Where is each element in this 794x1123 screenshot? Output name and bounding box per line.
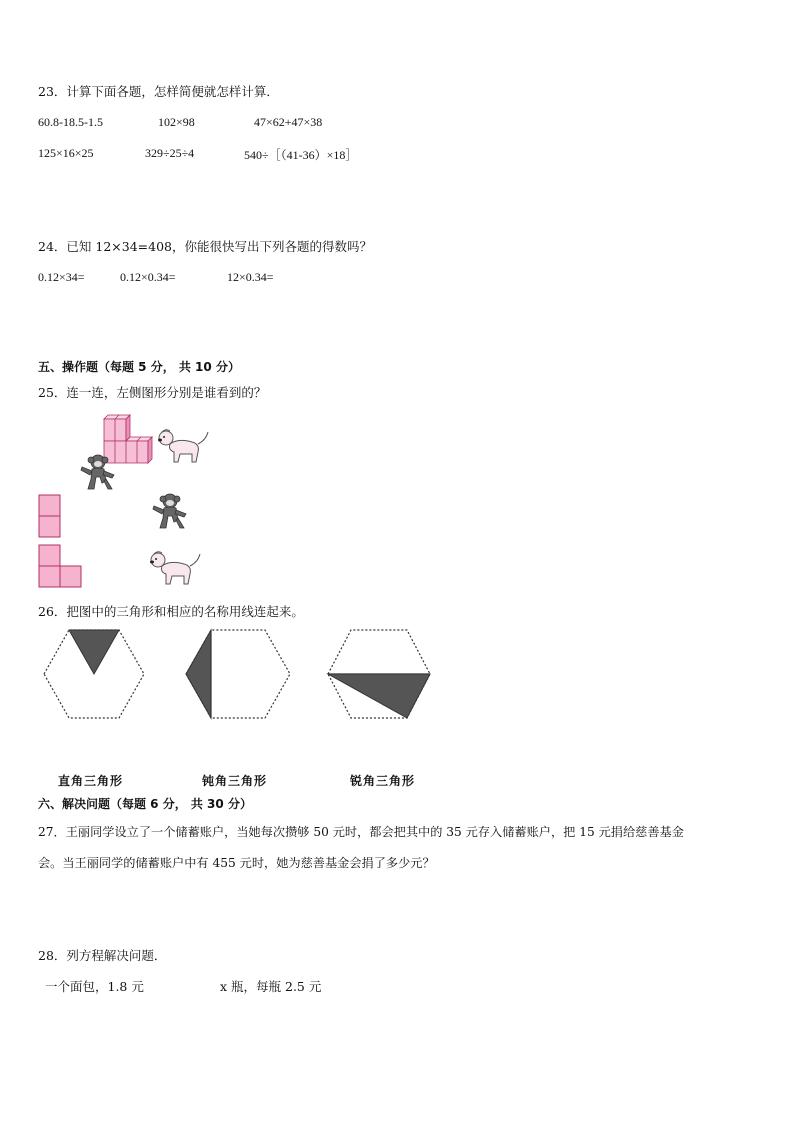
view-shape-1 [38,494,62,538]
q27-line-2: 会。当王丽同学的储蓄账户中有 455 元时，她为慈善基金会捐了多少元？ [38,856,435,870]
monkey-icon [78,453,118,493]
dog-icon [158,428,210,466]
section6-title: 六、解决问题（每题 6 分， 共 30 分） [38,797,252,811]
view-shape-2 [38,544,84,588]
dog-icon [150,550,202,588]
q23-title: 23．计算下面各题，怎样简便就怎样计算． [38,84,279,99]
q25-title: 25．连一连，左侧图形分别是谁看到的？ [38,385,267,400]
q23-expr-3: 47×62+47×38 [254,115,323,129]
q24-title: 24．已知 12×34=408，你能很快写出下列各题的得数吗？ [38,239,372,254]
section5-title: 五、操作题（每题 5 分， 共 10 分） [38,360,240,374]
q26-title: 26．把图中的三角形和相应的名称用线连起来。 [38,604,304,619]
q26-label-acute: 锐角三角形 [350,774,416,788]
q23-expr-5: 329÷25÷4 [145,146,195,160]
q26-label-right: 直角三角形 [58,774,124,788]
hexagon-figure-2 [184,628,292,720]
q26-label-obtuse: 钝角三角形 [202,774,268,788]
hexagon-figure-1 [42,628,146,720]
q27-line-1: 27．王丽同学设立了一个储蓄账户，当她每次攒够 50 元时，都会把其中的 35 元存入储蓄账户，把 15 元捐给慈善基金 [38,825,684,839]
q24-item-1: 0.12×34= [38,270,85,284]
q24-item-2: 0.12×0.34= [120,270,176,284]
q28-title: 28．列方程解决问题． [38,948,167,963]
q23-expr-6: 540÷［（41-36）×18］ [244,148,358,162]
q23-expr-4: 125×16×25 [38,146,94,160]
q28-item-2: x 瓶，每瓶 2.5 元 [220,979,322,994]
q24-item-3: 12×0.34= [227,270,274,284]
q28-item-1: 一个面包，1.8 元 [45,979,144,994]
hexagon-figure-3 [326,628,432,720]
monkey-icon [150,492,190,532]
q23-expr-1: 60.8-18.5-1.5 [38,115,103,129]
q23-expr-2: 102×98 [158,115,195,129]
